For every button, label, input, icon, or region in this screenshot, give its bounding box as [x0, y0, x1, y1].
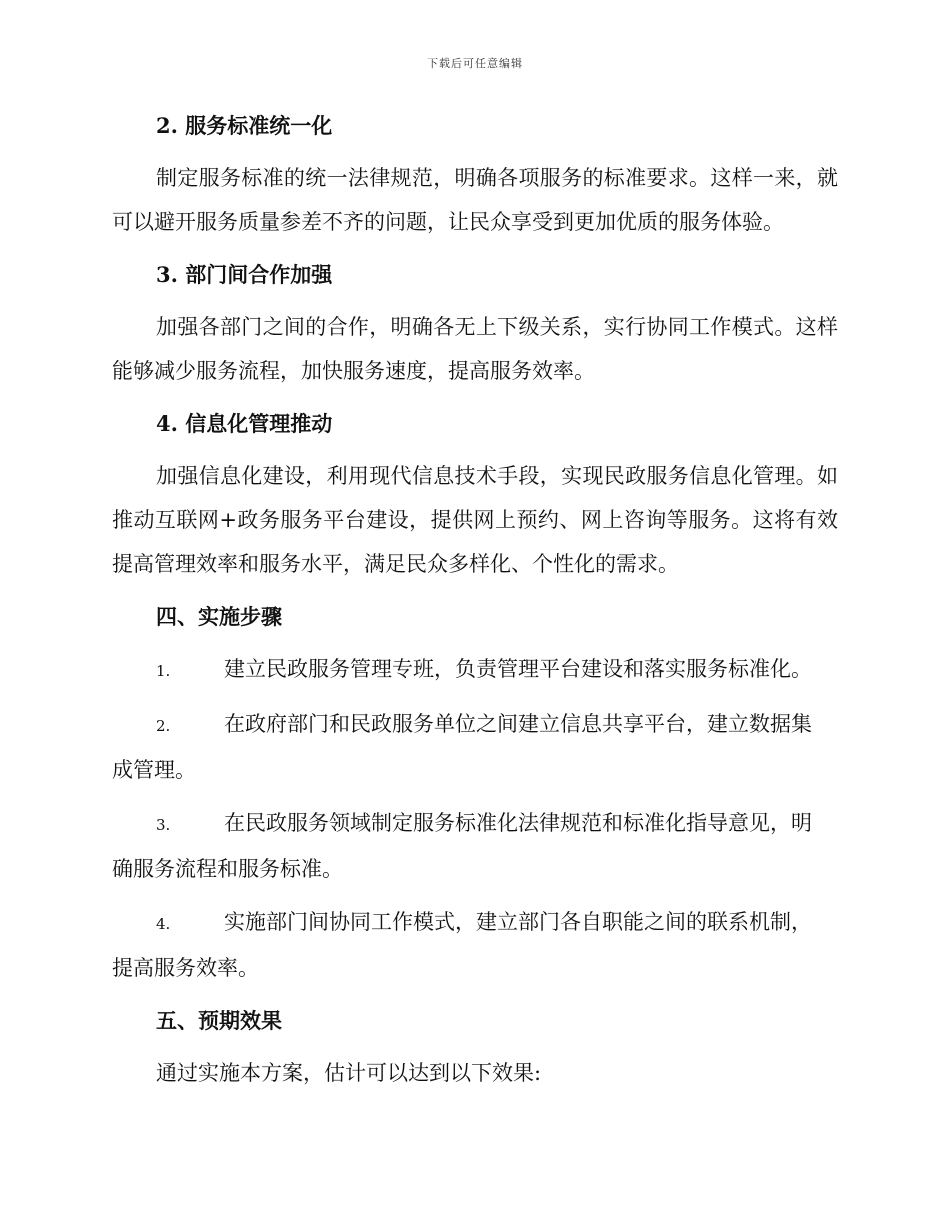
list-number: 1. [156, 662, 171, 680]
list-item-continuation: 成管理。 [112, 758, 196, 782]
list-item-text: 在政府部门和民政服务单位之间建立信息共享平台，建立数据集 [224, 712, 812, 736]
section-heading-expected-effects: 五、预期效果 [156, 1008, 282, 1033]
header-note: 下载后可任意编辑 [427, 57, 523, 70]
list-item-text: 建立民政服务管理专班，负责管理平台建设和落实服务标准化。 [224, 657, 812, 681]
list-item-step-3 [112, 801, 838, 891]
section-paragraph-service-standard: 制定服务标准的统一法律规范，明确各项服务的标准要求。这样一来，就可以避开服务质量参差不齐的问题，让民众享受到更加优质的服务体验。 [112, 166, 838, 234]
section-paragraph-expected-effects: 通过实施本方案，估计可以达到以下效果: [156, 1061, 542, 1085]
list-item-continuation: 提高服务效率。 [112, 956, 259, 980]
document-body [112, 104, 838, 1095]
list-item-step-1 [112, 647, 838, 693]
section-heading-department-cooperation: 3. 部门间合作加强 [156, 262, 333, 287]
list-item-step-2 [112, 702, 838, 792]
section-heading-service-standard: 2. 服务标准统一化 [156, 113, 333, 138]
list-number: 2. [156, 717, 171, 735]
section-paragraph-department-cooperation: 加强各部门之间的合作，明确各无上下级关系，实行协同工作模式。这样能够减少服务流程，加快服务速度，提高服务效率。 [112, 315, 838, 383]
list-item-text: 在民政服务领域制定服务标准化法律规范和标准化指导意见，明 [224, 811, 812, 835]
section-heading-informatization: 4. 信息化管理推动 [156, 411, 333, 436]
section-heading-implementation-steps: 四、实施步骤 [156, 604, 282, 629]
list-item-continuation: 确服务流程和服务标准。 [112, 857, 343, 881]
list-item-step-4 [112, 900, 838, 990]
section-paragraph-informatization: 加强信息化建设，利用现代信息技术手段，实现民政服务信息化管理。如推动互联网+政务服务平台建设，提供网上预约、网上咨询等服务。这将有效提高管理效率和服务水平，满足民众多样化、个性化的需求。 [112, 464, 838, 576]
list-number: 3. [156, 816, 171, 834]
list-item-text: 实施部门间协同工作模式，建立部门各自职能之间的联系机制， [224, 910, 812, 934]
list-number: 4. [156, 915, 171, 933]
